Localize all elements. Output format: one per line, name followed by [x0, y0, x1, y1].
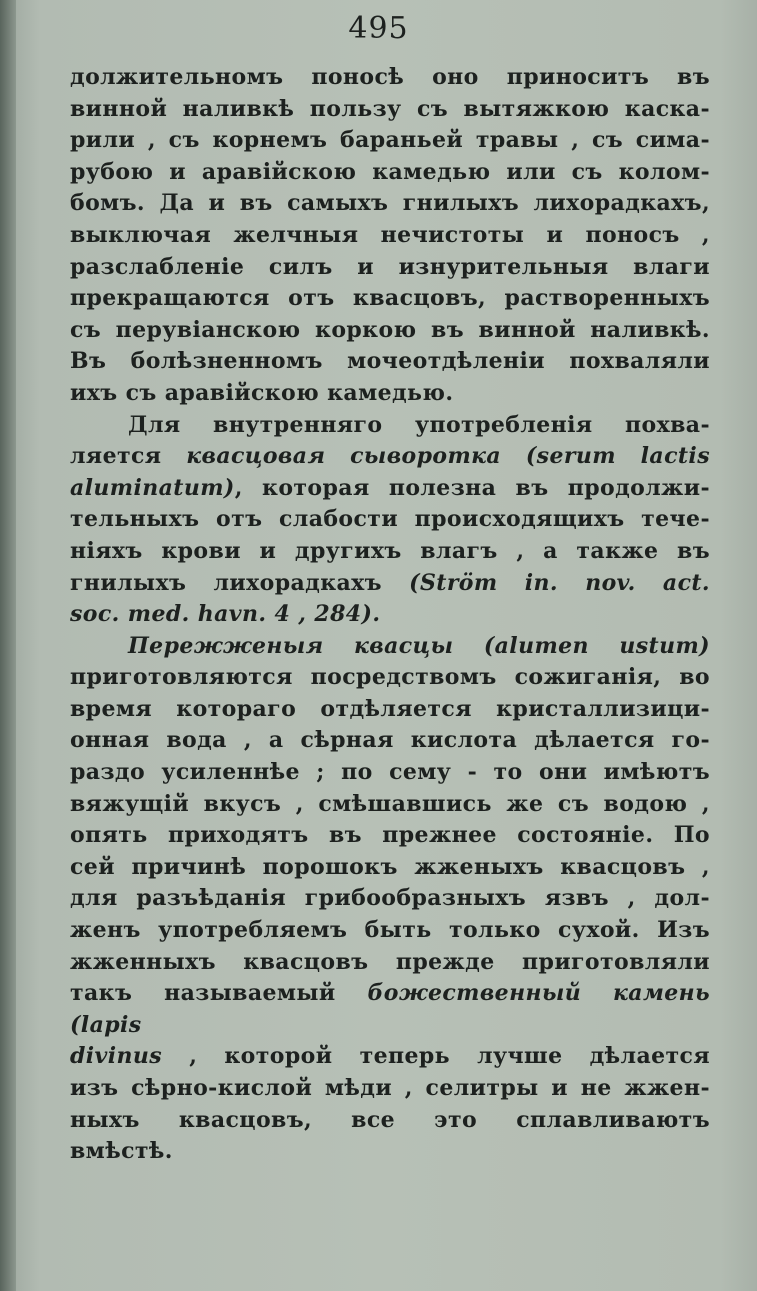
text-line [70, 694, 710, 726]
text-line [70, 188, 710, 220]
text-run: Въ болѣзненномъ мочеотдѣленіи похваляли [70, 348, 710, 375]
text-line [70, 346, 710, 378]
italic-text-run: Пережженыя квасцы (alumen ustum) [128, 632, 710, 659]
page-number: 495 [348, 11, 409, 46]
text-run: тельныхъ отъ слабости происходящихъ тече- [70, 506, 710, 533]
text-run: жженныхъ квасцовъ прежде приготовляли [70, 948, 710, 975]
text-run: ляется [70, 443, 187, 470]
text-line [70, 252, 710, 284]
text-line [70, 473, 710, 505]
text-run: бомъ. Да и въ самыхъ гнилыхъ лихорадкахъ, [70, 190, 710, 217]
text-run: ихъ съ аравійскою камедью. [70, 379, 454, 406]
text-run: прекращаются отъ квасцовъ, растворенныхъ [70, 285, 710, 312]
text-line [70, 315, 710, 347]
text-line [70, 789, 710, 821]
italic-text-run: soc. med. havn. 4 , 284). [70, 601, 381, 628]
text-run: рубою и аравійскою камедью или съ колом- [70, 158, 710, 185]
italic-text-run: (Ström in. nov. act. [409, 569, 710, 596]
text-run: вмѣстѣ. [70, 1138, 173, 1165]
text-line [70, 820, 710, 852]
book-gutter [0, 0, 16, 1291]
text-run: винной наливкѣ пользу съ вытяжкою каска- [70, 95, 710, 122]
paragraph [70, 631, 710, 1168]
paragraph [70, 62, 710, 410]
text-line [70, 631, 710, 663]
text-run: онная вода , а сѣрная кислота дѣлается го- [70, 727, 710, 754]
text-run: Для внутренняго употребленія похва- [128, 411, 710, 438]
text-line [70, 599, 710, 631]
text-run: гнилыхъ лихорадкахъ [70, 569, 410, 596]
text-line [70, 504, 710, 536]
paragraph [70, 410, 710, 631]
text-line [70, 94, 710, 126]
text-line [70, 725, 710, 757]
text-line [70, 662, 710, 694]
text-line [70, 1073, 710, 1105]
text-run: время котораго отдѣляется кристаллизици- [70, 695, 710, 722]
text-line [70, 568, 710, 600]
text-run: опять приходятъ въ прежнее состояніе. По [70, 822, 710, 849]
italic-text-run: квасцовая сыворотка (serum lactis [186, 443, 710, 470]
text-line [70, 157, 710, 189]
text-line [70, 1041, 710, 1073]
text-run: такъ называемый [70, 980, 368, 1007]
text-line [70, 883, 710, 915]
italic-text-run: divinus [70, 1043, 163, 1070]
italic-text-run: aluminatum) [70, 474, 235, 501]
text-line [70, 441, 710, 473]
text-run: должительномъ поносѣ оно приноситъ въ [70, 64, 710, 90]
text-run: , которая полезна въ продолжи- [234, 474, 710, 501]
text-run: рили , съ корнемъ бараньей травы , съ сима- [70, 127, 710, 154]
text-line [70, 283, 710, 315]
text-run: съ перувіанскою коркою въ винной наливкѣ. [70, 316, 710, 343]
text-line [70, 378, 710, 410]
italic-text-run: божественный камень (lapis [70, 980, 711, 1038]
text-line [70, 947, 710, 979]
text-run: ніяхъ крови и другихъ влагъ , а также въ [70, 537, 710, 564]
text-line [70, 757, 710, 789]
text-line [70, 978, 710, 1041]
text-line [70, 1105, 710, 1137]
body-text [70, 62, 710, 1168]
text-run: сей причинѣ порошокъ жженыхъ квасцовъ , [70, 853, 710, 880]
text-run: для разъѣданія грибообразныхъ язвъ , дол- [70, 885, 710, 912]
text-line [70, 536, 710, 568]
text-run: женъ употребляемъ быть только сухой. Изъ [70, 917, 710, 944]
text-line [70, 852, 710, 884]
text-run: ныхъ квасцовъ, все это сплавливаютъ [70, 1106, 710, 1133]
text-line [70, 915, 710, 947]
text-line [70, 125, 710, 157]
text-run: изъ сѣрно-кислой мѣди , селитры и не жжен- [70, 1075, 710, 1101]
text-run: , которой теперь лучше дѣлается [162, 1043, 710, 1070]
text-run: приготовляются посредствомъ сожиганія, во [70, 664, 710, 691]
text-line [70, 220, 710, 252]
text-line [70, 1136, 710, 1168]
text-run: вяжущій вкусъ , смѣшавшись же съ водою , [70, 790, 710, 817]
text-run: разслабленіе силъ и изнурительныя влаги [70, 253, 710, 280]
text-line [70, 62, 710, 94]
text-line [70, 410, 710, 442]
text-run: раздо усиленнѣе ; по сему - то они имѣютъ [70, 759, 710, 786]
text-run: выключая желчныя нечистоты и поносъ , [70, 221, 710, 248]
